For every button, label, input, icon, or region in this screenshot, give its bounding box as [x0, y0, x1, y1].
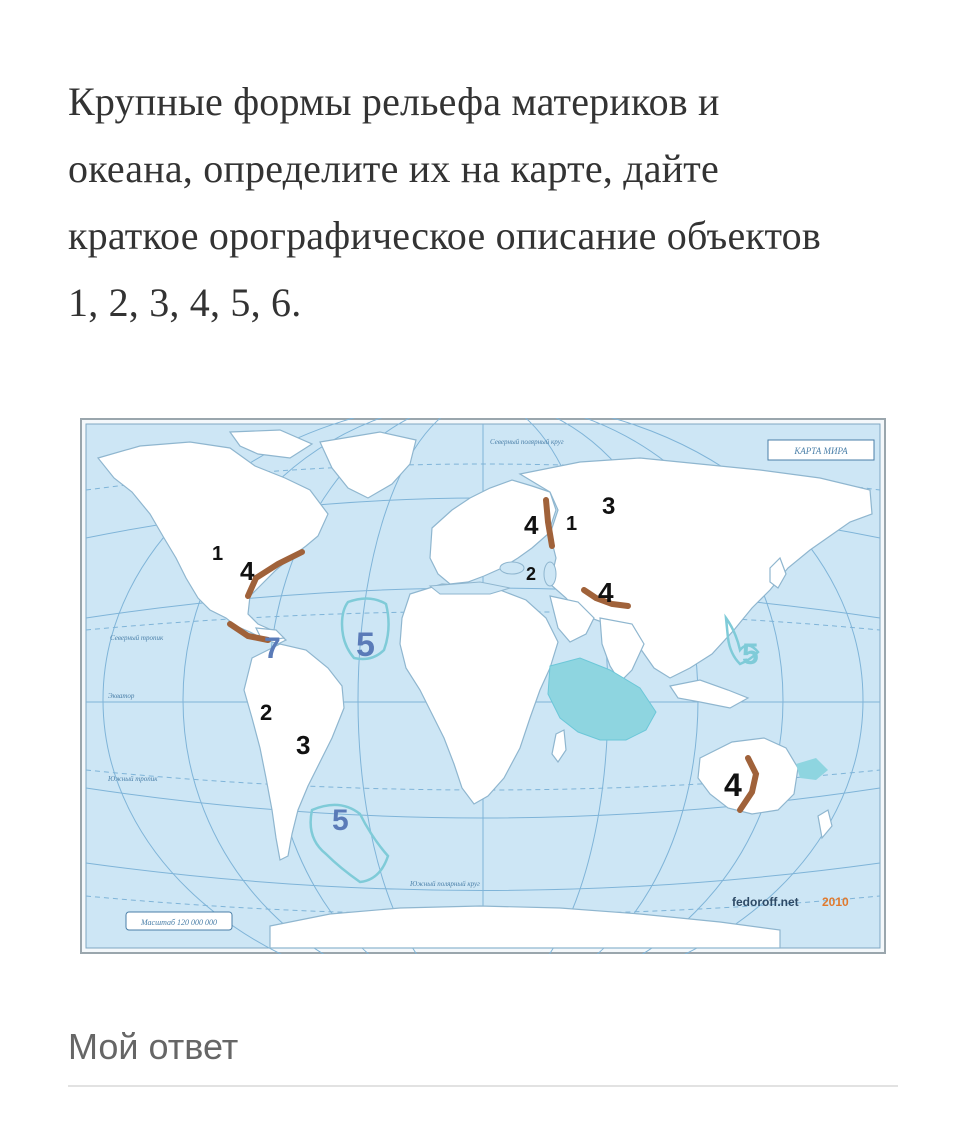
marker-sa-2: 2 — [260, 700, 273, 725]
credit-year: 2010 — [822, 895, 849, 909]
label-tropic-north: Северный тропик — [110, 634, 164, 642]
marker-sa-5: 5 — [332, 804, 349, 837]
marker-na-7: 7 — [264, 632, 281, 665]
caspian-sea — [544, 562, 556, 586]
my-answer-label: Мой ответ — [68, 1026, 239, 1067]
marker-na-4: 4 — [240, 556, 255, 586]
marker-eu-2: 2 — [526, 564, 537, 584]
marker-au-4: 4 — [724, 767, 742, 803]
world-map-svg — [80, 418, 886, 954]
marker-sa-3: 3 — [296, 730, 311, 760]
map-title-text: КАРТА МИРА — [794, 446, 848, 456]
marker-eu-3: 3 — [602, 493, 616, 520]
marker-na-1: 1 — [212, 543, 224, 565]
label-equator: Экватор — [108, 692, 135, 700]
question-line-1: Крупные формы рельефа материков и — [68, 79, 720, 124]
map-scale-text: Масштаб 120 000 000 — [140, 918, 218, 927]
marker-eu-1: 1 — [566, 513, 578, 535]
label-arctic-circle: Северный полярный круг — [490, 438, 564, 446]
answer-divider — [68, 1085, 898, 1087]
question-text — [68, 68, 908, 336]
world-map-image — [80, 418, 886, 954]
label-tropic-south: Южный тропик — [108, 775, 158, 783]
marker-eu-4: 4 — [524, 510, 539, 540]
label-antarctic-circle: Южный полярный круг — [410, 880, 480, 888]
question-line-2: океана, определите их на карте, дайте — [68, 146, 719, 191]
black-sea — [500, 562, 524, 574]
question-line-4: 1, 2, 3, 4, 5, 6. — [68, 280, 302, 325]
marker-pac-5: 5 — [742, 638, 759, 671]
marker-atl-5: 5 — [356, 626, 375, 664]
marker-as-4: 4 — [598, 577, 614, 608]
question-line-3: краткое орографическое описание объектов — [68, 213, 821, 258]
credit-site: fedoroff.net — [732, 895, 799, 909]
